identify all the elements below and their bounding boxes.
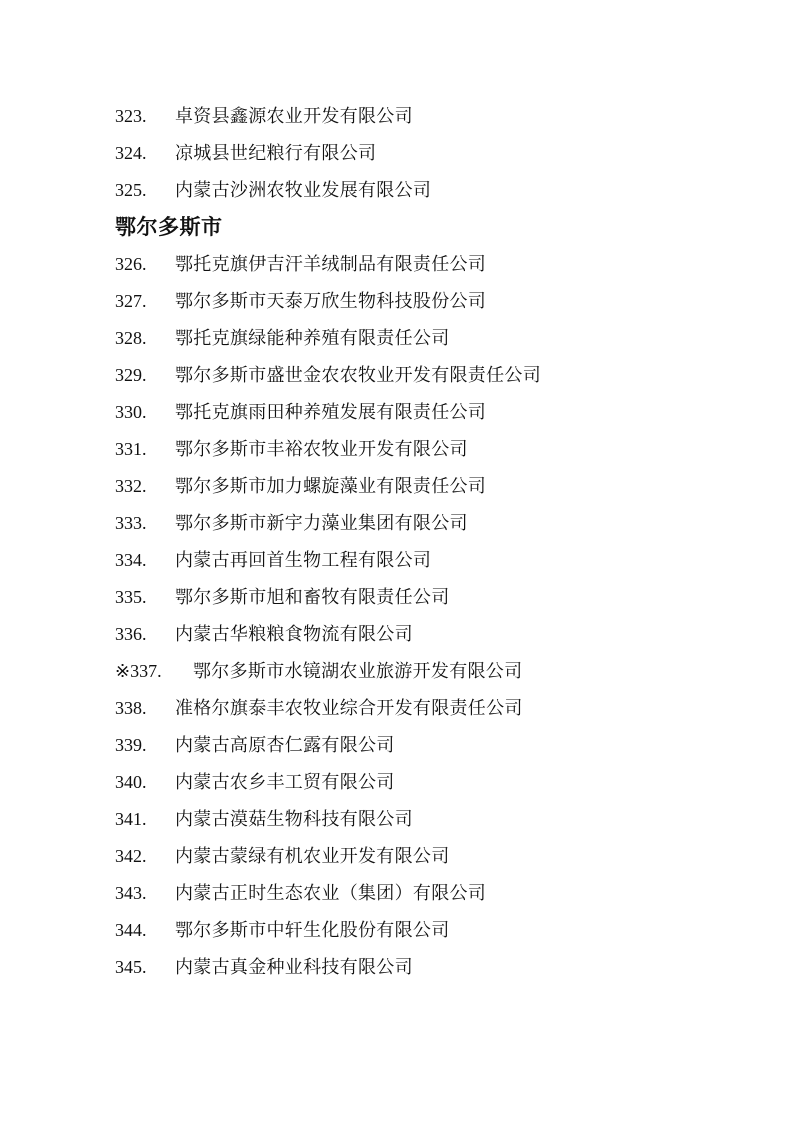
item-number: 339. bbox=[115, 735, 147, 755]
list-item bbox=[115, 431, 703, 468]
list-item bbox=[115, 875, 703, 912]
company-name: 内蒙古高原杏仁露有限公司 bbox=[175, 735, 395, 755]
company-name: 卓资县鑫源农业开发有限公司 bbox=[175, 106, 413, 126]
item-number: 345. bbox=[115, 957, 147, 977]
item-number: 337. bbox=[130, 661, 162, 681]
item-number-cell bbox=[115, 579, 175, 616]
item-number: 329. bbox=[115, 365, 147, 385]
item-marker: ※ bbox=[115, 661, 131, 681]
item-number-cell bbox=[115, 875, 175, 912]
company-name: 内蒙古农乡丰工贸有限公司 bbox=[175, 772, 395, 792]
list-item bbox=[115, 320, 703, 357]
company-name: 凉城县世纪粮行有限公司 bbox=[175, 143, 377, 163]
company-name: 内蒙古再回首生物工程有限公司 bbox=[175, 550, 432, 570]
item-number: 325. bbox=[115, 180, 147, 200]
item-number: 326. bbox=[115, 254, 147, 274]
company-name: 内蒙古正时生态农业（集团）有限公司 bbox=[175, 883, 487, 903]
company-name: 鄂托克旗伊吉汗羊绒制品有限责任公司 bbox=[175, 254, 487, 274]
company-name: 鄂尔多斯市水镜湖农业旅游开发有限公司 bbox=[193, 661, 523, 681]
list-item bbox=[115, 653, 703, 690]
item-number: 333. bbox=[115, 513, 147, 533]
item-number: 324. bbox=[115, 143, 147, 163]
item-number: 340. bbox=[115, 772, 147, 792]
item-number: 338. bbox=[115, 698, 147, 718]
item-number-cell bbox=[115, 653, 193, 690]
company-name: 鄂尔多斯市加力螺旋藻业有限责任公司 bbox=[175, 476, 487, 496]
item-number-cell bbox=[115, 283, 175, 320]
company-name: 鄂托克旗雨田种养殖发展有限责任公司 bbox=[175, 402, 487, 422]
item-number: 328. bbox=[115, 328, 147, 348]
list-item bbox=[115, 949, 703, 986]
list-item bbox=[115, 468, 703, 505]
item-number: 336. bbox=[115, 624, 147, 644]
company-name: 鄂尔多斯市盛世金农农牧业开发有限责任公司 bbox=[175, 365, 541, 385]
section-heading bbox=[115, 209, 703, 246]
item-number: 323. bbox=[115, 106, 147, 126]
company-name: 内蒙古沙洲农牧业发展有限公司 bbox=[175, 180, 432, 200]
item-number: 344. bbox=[115, 920, 147, 940]
row-list bbox=[115, 98, 703, 986]
list-item bbox=[115, 727, 703, 764]
list-item bbox=[115, 394, 703, 431]
list-item bbox=[115, 690, 703, 727]
item-number-cell bbox=[115, 505, 175, 542]
item-number-cell bbox=[115, 690, 175, 727]
item-number-cell bbox=[115, 949, 175, 986]
list-item bbox=[115, 283, 703, 320]
item-number-cell bbox=[115, 616, 175, 653]
list-item bbox=[115, 764, 703, 801]
item-number-cell bbox=[115, 838, 175, 875]
item-number-cell bbox=[115, 764, 175, 801]
section-heading-text: 鄂尔多斯市 bbox=[115, 216, 223, 239]
item-number: 327. bbox=[115, 291, 147, 311]
item-number: 342. bbox=[115, 846, 147, 866]
company-name: 准格尔旗泰丰农牧业综合开发有限责任公司 bbox=[175, 698, 523, 718]
item-number: 334. bbox=[115, 550, 147, 570]
company-name: 鄂尔多斯市天泰万欣生物科技股份公司 bbox=[175, 291, 487, 311]
company-name: 内蒙古漠菇生物科技有限公司 bbox=[175, 809, 413, 829]
list-item bbox=[115, 542, 703, 579]
item-number: 343. bbox=[115, 883, 147, 903]
item-number-cell bbox=[115, 912, 175, 949]
item-number-cell bbox=[115, 542, 175, 579]
item-number-cell bbox=[115, 357, 175, 394]
item-number: 331. bbox=[115, 439, 147, 459]
list-item bbox=[115, 838, 703, 875]
list-item bbox=[115, 357, 703, 394]
list-item bbox=[115, 616, 703, 653]
list-item bbox=[115, 172, 703, 209]
list-item bbox=[115, 246, 703, 283]
item-number-cell bbox=[115, 801, 175, 838]
item-number-cell bbox=[115, 246, 175, 283]
item-number-cell bbox=[115, 468, 175, 505]
item-number-cell bbox=[115, 172, 175, 209]
list-item bbox=[115, 801, 703, 838]
company-name: 鄂尔多斯市中轩生化股份有限公司 bbox=[175, 920, 450, 940]
company-name: 鄂尔多斯市新宇力藻业集团有限公司 bbox=[175, 513, 468, 533]
item-number: 341. bbox=[115, 809, 147, 829]
company-name: 鄂尔多斯市丰裕农牧业开发有限公司 bbox=[175, 439, 468, 459]
list-item bbox=[115, 912, 703, 949]
company-name: 鄂尔多斯市旭和畜牧有限责任公司 bbox=[175, 587, 450, 607]
item-number-cell bbox=[115, 98, 175, 135]
item-number-cell bbox=[115, 727, 175, 764]
item-number-cell bbox=[115, 135, 175, 172]
list-item bbox=[115, 505, 703, 542]
list-item bbox=[115, 579, 703, 616]
list-item bbox=[115, 98, 703, 135]
item-number-cell bbox=[115, 394, 175, 431]
item-number-cell bbox=[115, 320, 175, 357]
company-name: 鄂托克旗绿能种养殖有限责任公司 bbox=[175, 328, 450, 348]
list-item bbox=[115, 135, 703, 172]
item-number: 335. bbox=[115, 587, 147, 607]
item-number: 330. bbox=[115, 402, 147, 422]
company-name: 内蒙古蒙绿有机农业开发有限公司 bbox=[175, 846, 450, 866]
company-name: 内蒙古真金种业科技有限公司 bbox=[175, 957, 413, 977]
item-number: 332. bbox=[115, 476, 147, 496]
item-number-cell bbox=[115, 431, 175, 468]
company-name: 内蒙古华粮粮食物流有限公司 bbox=[175, 624, 413, 644]
